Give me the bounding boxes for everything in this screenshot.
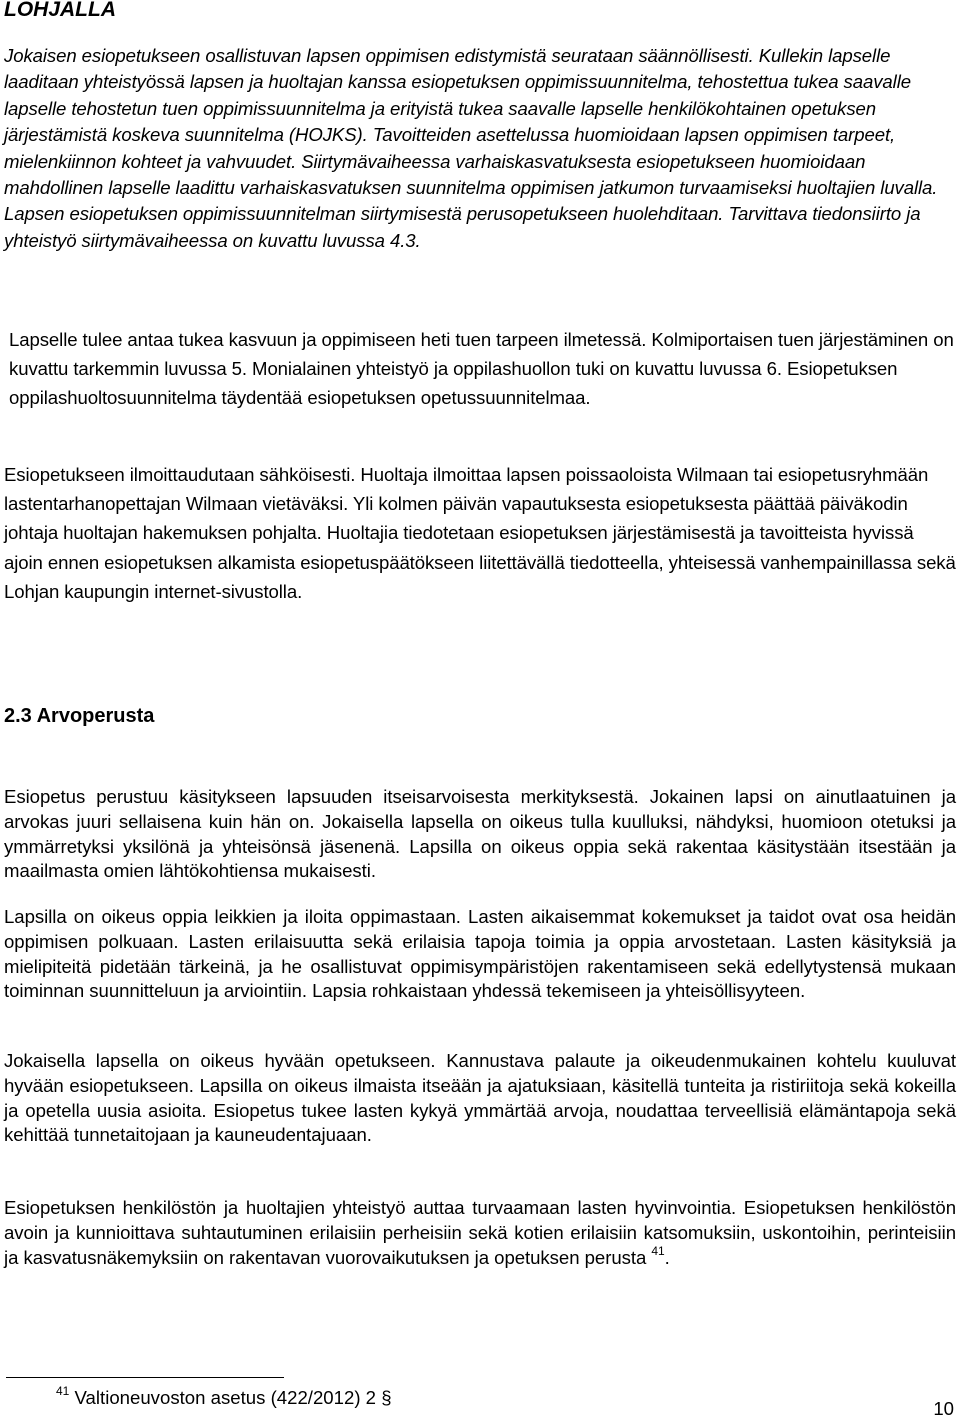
last-paragraph-end: .	[664, 1246, 670, 1268]
page-number: 10	[933, 1398, 954, 1419]
footnote	[56, 1386, 392, 1410]
footnote-number: 41	[56, 1384, 70, 1398]
intro-paragraph: Jokaisen esiopetukseen osallistuvan lapsen oppimisen edistymistä seurataan säännöllisesti. Kullekin lapselle laaditaan yhteistyössä lapsen ja huoltajan kanssa esiopetuksen oppimissuunnitelma, tehostettua tukea saavalle lapselle tehostetun tuen oppimissuunnitelma ja erityistä tukea saavalle lapselle henkilökohtainen opetuksen järjestämistä koskeva suunnitelma (HOJKS). Tavoitteiden asettelussa huomioidaan lapsen oppimisen tarpeet, mielenkiinnon kohteet ja vahvuudet. Siirtymävaiheessa varhaiskasvatuksesta esiopetukseen huomioidaan mahdollinen lapselle laadittu varhaiskasvatuksen suunnitelma oppimisen jatkumon turvaamiseksi huoltajien luvalla. Lapsen esiopetuksen oppimissuunnitelman siirtymisestä perusopetukseen huolehditaan. Tarvittava tiedonsiirto ja yhteistyö siirtymävaiheessa on kuvattu luvussa 4.3.	[4, 45, 938, 251]
values-paragraph-3: Jokaisella lapsella on oikeus hyvään opetukseen. Kannustava palaute ja oikeudenmukainen kohtelu kuuluvat hyvään esiopetukseen. Lapsilla on oikeus ilmaista itseään ja ajatuksiaan, käsitellä tunteita ja ristiriitoja sekä kokeilla ja opetella uusia asioita. Esiopetus tukee lasten kykyä ymmärtää arvoja, noudattaa terveellisiä elämäntapoja sekä kehittää tunnetaitojaan ja kauneudentajuaan.	[4, 1050, 956, 1146]
values-paragraph-4	[4, 1196, 956, 1270]
footnote-divider	[6, 1377, 284, 1378]
footnote-text: Valtioneuvoston asetus (422/2012) 2 §	[74, 1387, 392, 1408]
last-paragraph-text: Esiopetuksen henkilöstön ja huoltajien yhteistyö auttaa turvaamaan lasten hyvinvointia. Esiopetuksen henkilöstön avoin ja kunnioittava suhtautuminen erilaisiin perheisiin sekä kotien erilaisiin katsomuksiin, uskontoihin, perinteisiin ja kasvatusnäkemyksiin on rakentavan vuorovaikutuksen ja opetuksen perusta	[4, 1197, 956, 1268]
support-paragraph: Lapselle tulee antaa tukea kasvuun ja oppimiseen heti tuen tarpeen ilmetessä. Kolmiportaisen tuen järjestäminen on kuvattu tarkemmin luvussa 5. Monialainen yhteistyö ja oppilashuollon tuki on kuvattu luvussa 6. Esiopetuksen oppilashuoltosuunnitelma täydentää esiopetuksen opetussuunnitelmaa.	[9, 329, 954, 409]
values-paragraph-1: Esiopetus perustuu käsitykseen lapsuuden itseisarvoisesta merkityksestä. Jokainen lapsi on ainutlaatuinen ja arvokas juuri sellaisena kuin hän on. Jokaisella lapsella on oikeus tulla kuulluksi, nähdyksi, huomioon otetuksi ja ymmärretyksi yksilönä ja yhteisönsä jäsenenä. Lapsilla on oikeus oppia sekä rakentaa käsitystään itsestään ja maailmasta omien lähtökohtiensa mukaisesti.	[4, 786, 956, 882]
values-paragraph-2: Lapsilla on oikeus oppia leikkien ja iloita oppimastaan. Lasten aikaisemmat kokemukset ja taidot ovat osa heidän oppimisen polkuaan. Lasten erilaisuutta sekä erilaisia tapoja toimia ja oppia arvostetaan. Lasten käsityksiä ja mielipiteitä pidetään tärkeinä, ja he osallistuvat oppimisympäristöjen rakentamiseen sekä edellytystensä mukaan toiminnan suunnitteluun ja arviointiin. Lapsia rohkaistaan yhdessä tekemiseen ja yhteisöllisyyteen.	[4, 906, 956, 1002]
enrollment-paragraph: Esiopetukseen ilmoittaudutaan sähköisesti. Huoltaja ilmoittaa lapsen poissaoloista Wilmaan tai esiopetusryhmään lastentarhanopettajan Wilmaan vietäväksi. Yli kolmen päivän vapautuksesta esiopetuksesta päättää päiväkodin johtaja huoltajan hakemuksen pohjalta. Huoltajia tiedotetaan esiopetuksen järjestämisestä ja tavoitteista hyvissä ajoin ennen esiopetuksen alkamista esiopetuspäätökseen liitettävällä tiedotteella, yhteisessä vanhempainillassa sekä Lohjan kaupungin internet-sivustolla.	[4, 464, 956, 602]
footnote-reference: 41	[651, 1243, 665, 1258]
section-title: 2.3 Arvoperusta	[4, 705, 155, 727]
section-heading: LOHJALLA	[4, 0, 116, 21]
